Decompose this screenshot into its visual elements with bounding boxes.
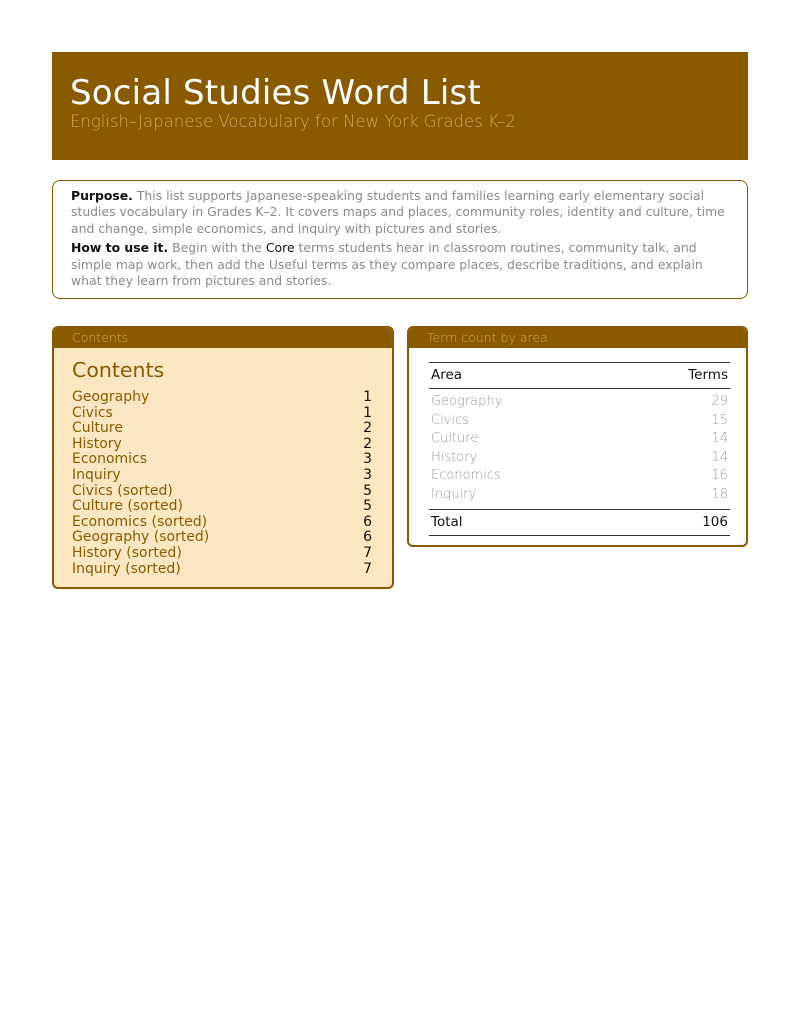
toc-item-page: 5 [363,482,372,499]
howto-paragraph [71,240,729,289]
terms-cell: 16 [711,468,728,484]
toc-item-page: 3 [363,451,372,468]
toc-item[interactable] [72,562,372,578]
toc-item-label: Economics (sorted) [72,513,208,530]
howto-text-post: terms students hear in classroom routines, community talk, and simple map work, then add the Useful terms as they compare places, describe traditions, and explain what they learn from pictures and stories. [71,240,703,289]
toc-item-label: Geography [72,389,150,405]
contents-panel-header: Contents [54,328,392,348]
toc-item-page: 1 [363,404,372,421]
title-banner [52,52,748,160]
total-value: 106 [619,509,730,536]
toc-item-page: 6 [363,513,372,530]
terms-cell: 14 [711,449,728,465]
toc-item[interactable] [72,437,372,453]
toc-item[interactable] [72,421,372,437]
area-cell: Geography [431,394,503,409]
howto-label: How to use it. [71,240,169,256]
page-subtitle: English–Japanese Vocabulary for New York Grades K–2 [70,112,516,131]
toc-item[interactable] [72,530,372,546]
purpose-text: This list supports Japanese-speaking students and families learning early elementary social studies vocabulary in Grades K–2. It covers maps and places, community roles, identity and culture, time and change, simple economics, and inquiry with pictures and stories. [71,188,725,236]
toc-item-label: Economics [72,451,148,468]
term-count-panel [407,326,748,547]
table-row [429,389,730,412]
toc-item[interactable] [72,390,372,406]
toc-item-label: Civics [72,404,113,421]
toc-item-page: 6 [363,529,372,546]
area-cell: Culture [431,431,479,447]
toc-item-label: Civics (sorted) [72,482,173,499]
toc-item[interactable] [72,499,372,515]
toc-item-label: Inquiry (sorted) [72,560,181,577]
contents-panel [52,326,394,589]
toc-item-page: 5 [363,498,372,515]
total-row [429,509,730,536]
toc-item-label: Geography (sorted) [72,529,210,546]
toc-item-page: 7 [363,560,372,577]
toc-item-page: 3 [363,466,372,483]
toc-item[interactable] [72,546,372,562]
terms-cell: 29 [711,394,728,409]
toc-item-label: Culture (sorted) [72,498,183,515]
toc-item-label: Culture [72,420,123,437]
table-row [429,467,730,486]
table-header-row [429,363,730,389]
table-of-contents [54,390,392,577]
toc-item[interactable] [72,515,372,531]
terms-cell: 14 [711,431,728,447]
table-row [429,486,730,509]
toc-item-label: History (sorted) [72,544,182,561]
toc-item-page: 2 [363,435,372,452]
toc-item-label: History [72,435,122,452]
howto-core-term: Core [265,240,295,256]
column-header-terms: Terms [619,363,730,389]
table-row [429,412,730,431]
terms-cell: 18 [711,486,728,502]
area-cell: Civics [431,412,469,428]
toc-item[interactable] [72,484,372,500]
term-count-table [429,362,730,536]
terms-cell: 15 [711,412,728,428]
contents-title: Contents [72,358,165,382]
purpose-box [52,180,748,299]
toc-item-page: 1 [363,389,372,405]
toc-item[interactable] [72,452,372,468]
table-row [429,449,730,468]
toc-item-page: 7 [363,544,372,561]
term-count-panel-header: Term count by area [409,328,746,348]
area-cell: Inquiry [431,486,477,502]
area-cell: Economics [431,468,501,484]
area-cell: History [431,449,478,465]
toc-item[interactable] [72,406,372,422]
howto-text-pre: Begin with the [172,240,262,256]
toc-item-page: 2 [363,420,372,437]
table-row [429,430,730,449]
purpose-label: Purpose. [71,188,133,203]
page-title: Social Studies Word List [70,73,481,113]
toc-item-label: Inquiry [72,466,121,483]
total-label: Total [429,509,619,536]
purpose-paragraph [71,188,729,237]
toc-item[interactable] [72,468,372,484]
column-header-area: Area [429,363,619,389]
